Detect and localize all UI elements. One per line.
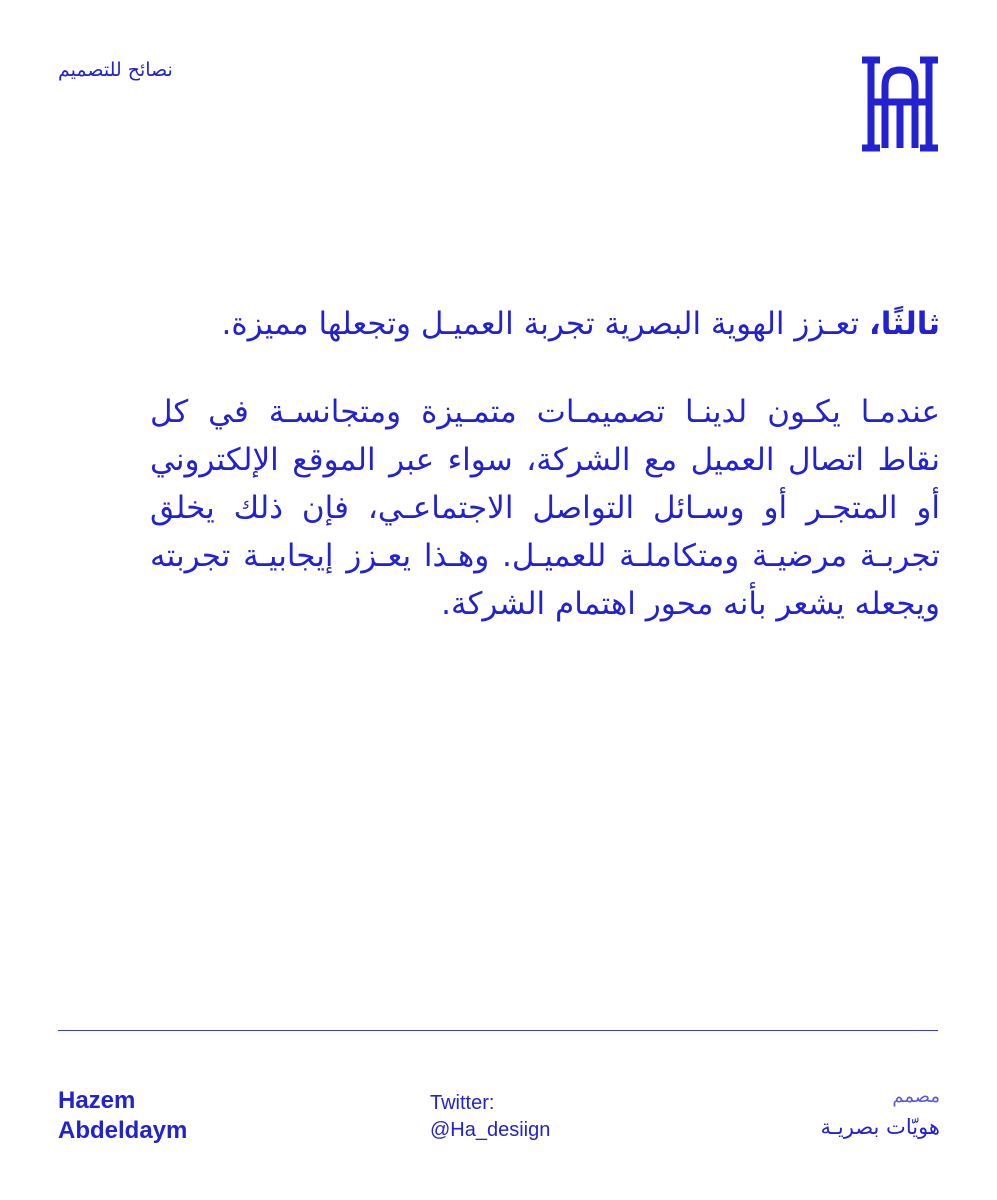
author-name	[58, 1086, 187, 1146]
role-title: مصمم	[892, 1086, 940, 1107]
author-role	[760, 1082, 940, 1142]
main-content	[150, 300, 940, 628]
footer-divider	[58, 1030, 938, 1031]
author-first-name: Hazem	[58, 1087, 136, 1114]
social-handle[interactable]: @Ha_desiign	[430, 1119, 551, 1141]
series-label: نصائح للتصميم	[58, 59, 173, 81]
ha-monogram-icon	[860, 56, 940, 152]
role-specialty: هويّات بصريـة	[820, 1115, 940, 1139]
social-contact	[430, 1090, 550, 1144]
body-paragraph: عندمـا يكـون لدينـا تصميمـات متمـيزة ومتجانسـة في كل نقاط اتصال العميل مع الشركة، سواء عبر الموقع الإلكتروني أو المتجـر أو وسـائل التواصل الاجتماعـي، فإن ذلك يخلق تجربـة مرضيـة ومتكاملـة للعميـل. وهـذا يعـزز إيجابيـة تجربته ويجعله يشعر بأنه محور اهتمام الشركة.	[150, 394, 940, 622]
heading-text: تعـزز الهوية البصرية تجربة العميـل وتجعلها مميزة.	[221, 306, 869, 342]
heading	[150, 300, 940, 348]
author-last-name: Abdeldaym	[58, 1117, 188, 1144]
heading-lead: ثالثًا،	[869, 306, 940, 342]
social-label: Twitter:	[430, 1092, 495, 1114]
